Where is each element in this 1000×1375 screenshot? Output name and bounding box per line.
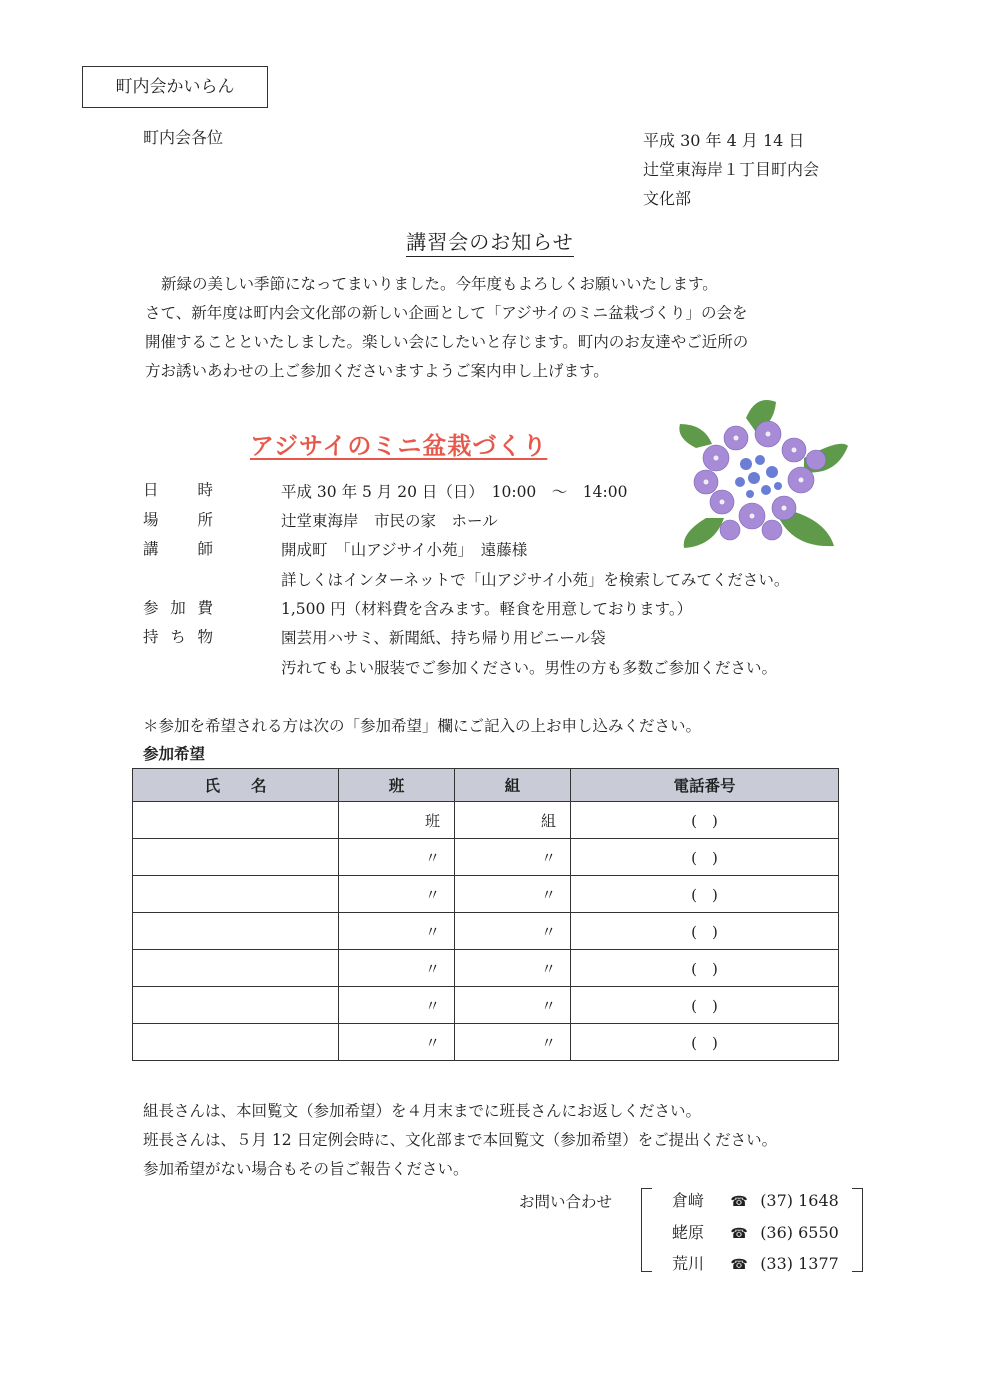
name-cell[interactable] xyxy=(133,1024,339,1061)
han-cell[interactable]: 〃 xyxy=(339,987,455,1024)
signup-table xyxy=(132,768,839,1061)
name-cell[interactable] xyxy=(133,950,339,987)
han-cell[interactable]: 〃 xyxy=(339,913,455,950)
issue-date: 平成 30 年 4 月 14 日 xyxy=(643,131,805,150)
fee-value: 1,500 円（材料費を含みます。軽食を用意しております。） xyxy=(281,600,693,618)
table-header-row xyxy=(133,769,839,802)
place-label: 場 所 xyxy=(143,511,213,529)
contact-phone: (36) 6550 xyxy=(760,1222,839,1242)
phone-cell[interactable]: ( ) xyxy=(571,913,839,950)
kumi-cell[interactable]: 〃 xyxy=(455,1024,571,1061)
form-heading: 参加希望 xyxy=(143,744,206,763)
table-row xyxy=(133,987,839,1024)
page-title: 講習会のお知らせ xyxy=(0,226,980,255)
contact-row xyxy=(672,1186,839,1218)
table-row xyxy=(133,876,839,913)
contact-row xyxy=(672,1249,839,1281)
event-title: アジサイのミニ盆栽づくり xyxy=(250,431,548,460)
organization: 辻堂東海岸１丁目町内会 xyxy=(643,160,820,179)
intro-line: さて、新年度は町内会文化部の新しい企画として「アジサイのミニ盆栽づくり」の会を xyxy=(145,304,748,322)
footer-line: 参加希望がない場合もその旨ご報告ください。 xyxy=(143,1160,469,1178)
kumi-cell[interactable]: 〃 xyxy=(455,839,571,876)
han-cell[interactable]: 〃 xyxy=(339,839,455,876)
place-value: 辻堂東海岸 市民の家 ホール xyxy=(281,512,498,530)
hydrangea-illustration xyxy=(676,398,852,554)
lecturer-note: 詳しくはインターネットで「山アジサイ小苑」を検索してみてください。 xyxy=(281,571,790,589)
name-cell[interactable] xyxy=(133,913,339,950)
date-value: 平成 30 年 5 月 20 日（日） 10:00 ～ 14:00 xyxy=(281,483,628,501)
table-row xyxy=(133,1024,839,1061)
contact-list xyxy=(672,1186,839,1281)
name-cell[interactable] xyxy=(133,876,339,913)
form-instruction: ＊参加を希望される方は次の「参加希望」欄にご記入の上お申し込みください。 xyxy=(143,717,702,735)
column-header-han: 班 xyxy=(339,769,455,802)
lecturer-label: 講 師 xyxy=(143,540,213,558)
table-row xyxy=(133,839,839,876)
phone-cell[interactable]: ( ) xyxy=(571,802,839,839)
han-cell[interactable]: 班 xyxy=(339,802,455,839)
han-cell[interactable]: 〃 xyxy=(339,876,455,913)
kumi-cell[interactable]: 〃 xyxy=(455,876,571,913)
kumi-cell[interactable]: 組 xyxy=(455,802,571,839)
column-header-kumi: 組 xyxy=(455,769,571,802)
phone-icon: ☎ xyxy=(730,1225,748,1242)
phone-cell[interactable]: ( ) xyxy=(571,876,839,913)
department: 文化部 xyxy=(643,189,692,208)
contact-name: 荒川 xyxy=(672,1254,705,1273)
date-label: 日 時 xyxy=(143,481,213,499)
contact-phone: (33) 1377 xyxy=(760,1254,839,1273)
table-row xyxy=(133,802,839,839)
contact-name: 倉﨑 xyxy=(672,1191,705,1210)
contact-bracket-right xyxy=(852,1188,863,1272)
name-cell[interactable] xyxy=(133,802,339,839)
column-header-name: 氏 名 xyxy=(133,769,339,802)
lecturer-value: 開成町 「山アジサイ小苑」 遠藤様 xyxy=(281,541,528,559)
addressee: 町内会各位 xyxy=(143,128,224,147)
table-row xyxy=(133,950,839,987)
kumi-cell[interactable]: 〃 xyxy=(455,950,571,987)
intro-line: 方お誘いあわせの上ご参加くださいますようご案内申し上げます。 xyxy=(145,362,609,380)
column-header-phone: 電話番号 xyxy=(571,769,839,802)
footer-line: 組長さんは、本回覧文（参加希望）を４月末までに班長さんにお返しください。 xyxy=(143,1102,702,1120)
items-label: 持 ち 物 xyxy=(143,628,213,646)
contact-row xyxy=(672,1218,839,1250)
contact-bracket-left xyxy=(641,1188,652,1272)
fee-label: 参 加 費 xyxy=(143,599,213,617)
phone-icon: ☎ xyxy=(730,1257,748,1273)
contact-label: お問い合わせ xyxy=(519,1193,613,1211)
items-value: 園芸用ハサミ、新聞紙、持ち帰り用ビニール袋 xyxy=(281,629,606,647)
intro-text xyxy=(145,270,748,386)
intro-line: 新緑の美しい季節になってまいりました。今年度もよろしくお願いいたします。 xyxy=(161,275,718,293)
footer-line: 班長さんは、５月 12 日定例会時に、文化部まで本回覧文（参加希望）をご提出ください。 xyxy=(143,1131,778,1149)
kairan-label-box: 町内会かいらん xyxy=(82,66,268,108)
table-row xyxy=(133,913,839,950)
intro-line: 開催することといたしました。楽しい会にしたいと存じます。町内のお友達やご近所の xyxy=(145,333,749,351)
contact-name: 蛯原 xyxy=(672,1222,705,1242)
han-cell[interactable]: 〃 xyxy=(339,950,455,987)
kumi-cell[interactable]: 〃 xyxy=(455,913,571,950)
phone-cell[interactable]: ( ) xyxy=(571,987,839,1024)
kumi-cell[interactable]: 〃 xyxy=(455,987,571,1024)
name-cell[interactable] xyxy=(133,987,339,1024)
phone-cell[interactable]: ( ) xyxy=(571,839,839,876)
han-cell[interactable]: 〃 xyxy=(339,1024,455,1061)
name-cell[interactable] xyxy=(133,839,339,876)
footer-notes xyxy=(143,1097,777,1184)
phone-cell[interactable]: ( ) xyxy=(571,1024,839,1061)
phone-cell[interactable]: ( ) xyxy=(571,950,839,987)
contact-phone: (37) 1648 xyxy=(760,1191,839,1210)
items-note: 汚れてもよい服装でご参加ください。男性の方も多数ご参加ください。 xyxy=(281,659,778,677)
phone-icon: ☎ xyxy=(730,1194,748,1210)
